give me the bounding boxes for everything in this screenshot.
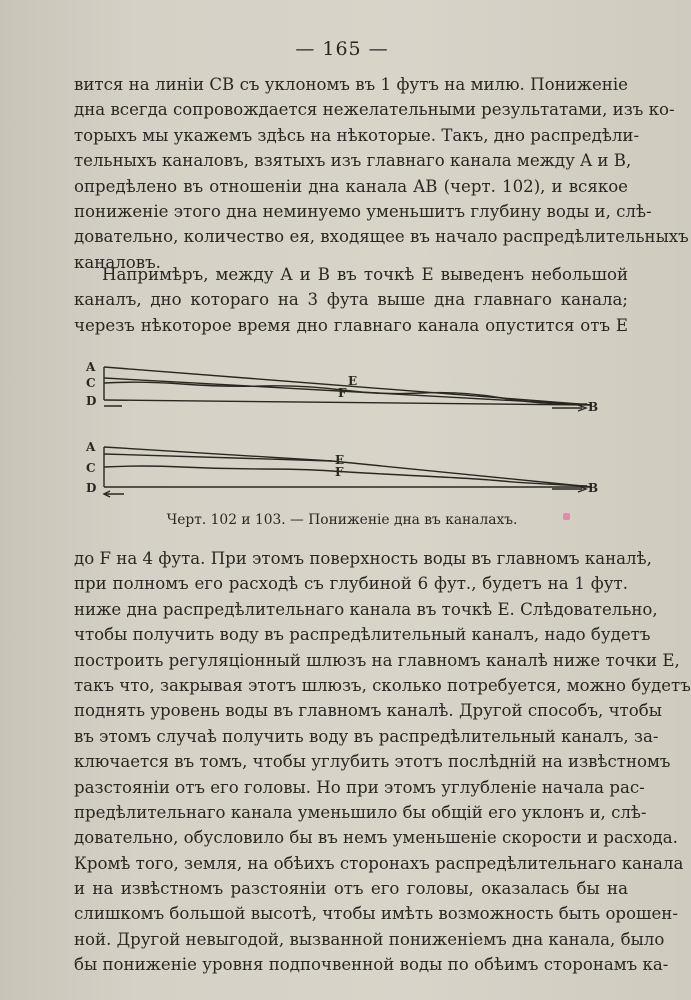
- figure-caption: Черт. 102 и 103. — Пониженіе дна въ каналахъ.: [166, 512, 518, 528]
- label-c: C: [86, 376, 96, 390]
- text-line: тельныхъ каналовъ, взятыхъ изъ главнаго канала между A и B,: [74, 151, 632, 171]
- label-a: A: [86, 360, 96, 374]
- text-line: построить регуляціонный шлюзъ на главномъ каналѣ ниже точки E,: [74, 650, 680, 670]
- text-line: ключается въ томъ, чтобы углубить этотъ послѣдній на извѣстномъ: [74, 752, 671, 772]
- text-line: чтобы получить воду въ распредѣлительный каналъ, надо будетъ: [74, 625, 651, 645]
- figure-103: [104, 447, 592, 497]
- label-d: D: [86, 394, 97, 408]
- text-line: каналъ, дно котораго на 3 фута выше дна главнаго канала;: [74, 290, 628, 310]
- canal-bank-line: [104, 447, 332, 461]
- label-f: F: [335, 465, 344, 479]
- text-line: при полномъ его расходѣ съ глубиной 6 фут., будетъ на 1 фут.: [74, 574, 628, 594]
- paragraph-3: [74, 546, 691, 978]
- paragraph-1: [74, 72, 689, 275]
- text-line: вится на линіи CB съ уклономъ въ 1 футъ на милю. Пониженіе: [74, 75, 628, 94]
- text-line: каналовъ.: [74, 252, 161, 272]
- page-number: — 165 —: [295, 38, 389, 60]
- text-line: ной. Другой невыгодой, вызванной пониженіемъ дна канала, было: [74, 929, 665, 949]
- text-line: въ этомъ случаѣ получить воду въ распредѣлительный каналъ, за-: [74, 726, 659, 746]
- text-line: бы пониженіе уровня подпочвенной воды по обѣимъ сторонамъ ка-: [74, 955, 669, 975]
- text-line: Кромѣ того, земля, на обѣихъ сторонахъ распредѣлительнаго канала: [74, 853, 684, 873]
- label-f: F: [338, 386, 347, 400]
- text-line: разстояніи отъ его головы. Но при этомъ углубленіе начала рас-: [74, 777, 645, 797]
- canal-diagram: [82, 355, 612, 505]
- text-line: такъ что, закрывая этотъ шлюзъ, сколько потребуется, можно будетъ: [74, 675, 691, 695]
- label-b: B: [588, 481, 599, 495]
- text-line: пониженіе этого дна неминуемо уменьшитъ глубину воды и, слѣ-: [74, 201, 652, 221]
- text-line: черезъ нѣкоторое время дно главнаго канала опустится отъ E: [74, 315, 628, 335]
- pink-stain: [563, 513, 570, 520]
- label-a: A: [86, 440, 96, 454]
- canal-bed-line: [104, 454, 332, 461]
- text-line: торыхъ мы укажемъ здѣсь на нѣкоторые. Такъ, дно распредѣли-: [74, 125, 640, 145]
- text-line: и на извѣстномъ разстояніи отъ его головы, оказалась бы на: [74, 879, 628, 899]
- text-line: Напримѣръ, между A и B въ точкѣ E выведенъ небольшой: [102, 265, 628, 284]
- text-line: опредѣлено въ отношеніи дна канала AB (черт. 102), и всякое: [74, 176, 628, 196]
- label-e: E: [348, 374, 358, 388]
- paragraph-2: [74, 262, 628, 338]
- text-line: довательно, количество ея, входящее въ начало распредѣлительныхъ: [74, 227, 689, 247]
- text-line: до F на 4 фута. При этомъ поверхность воды въ главномъ каналѣ,: [74, 549, 652, 568]
- label-e: E: [335, 453, 345, 467]
- text-line: слишкомъ большой высотѣ, чтобы имѣть возможность быть орошен-: [74, 904, 678, 924]
- label-c: C: [86, 461, 96, 475]
- text-line: ниже дна распредѣлительнаго канала въ точкѣ E. Слѣдовательно,: [74, 599, 658, 619]
- text-line: поднять уровень воды въ главномъ каналѣ. Другой способъ, чтобы: [74, 701, 662, 721]
- text-line: довательно, обусловило бы въ немъ уменьшеніе скорости и расхода.: [74, 828, 678, 848]
- label-b: B: [588, 400, 599, 414]
- text-line: дна всегда сопровождается нежелательными результатами, изъ ко-: [74, 100, 675, 120]
- water-surface-line: [104, 466, 587, 486]
- text-line: предѣлительнаго канала уменьшило бы общій его уклонъ и, слѣ-: [74, 802, 647, 822]
- label-d: D: [86, 481, 97, 495]
